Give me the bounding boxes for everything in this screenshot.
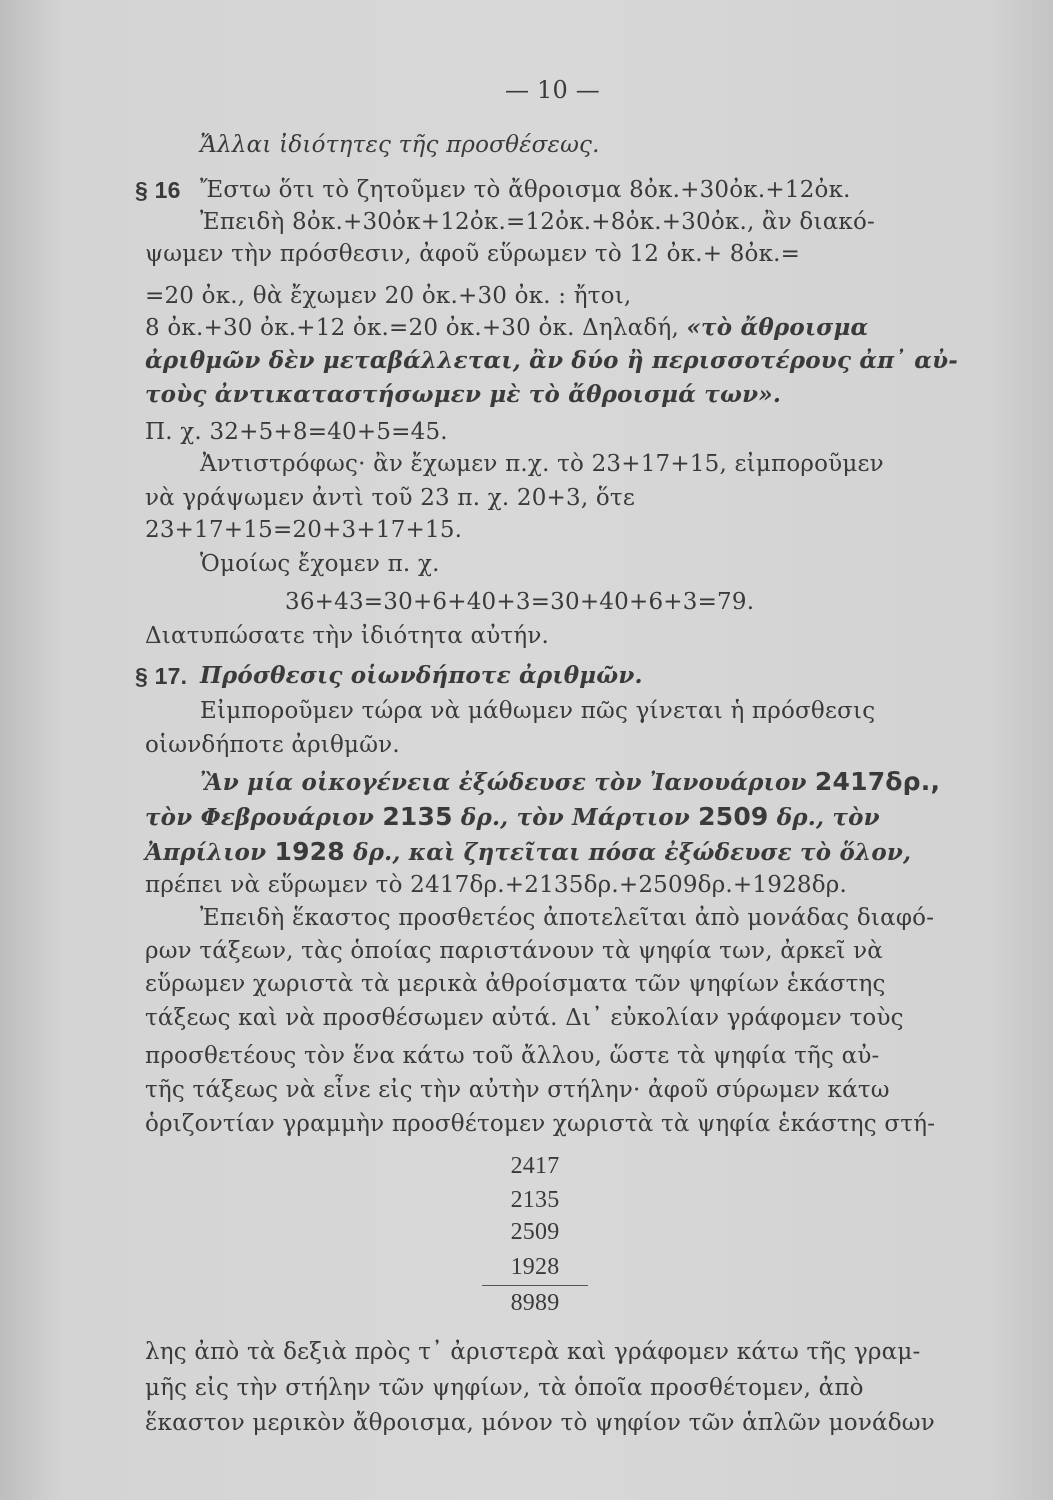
s17-line-p4: πρέπει νὰ εὕρωμεν τὸ 2417δρ.+2135δρ.+2509δρ.+1928δρ. xyxy=(145,872,848,898)
addend-1: 2417 xyxy=(510,1153,560,1179)
s16-line-10: νὰ γράψωμεν ἀντὶ τοῦ 23 π. χ. 20+3, ὅτε xyxy=(145,485,635,511)
s17-line-p9: προσθετέους τὸν ἕνα κάτω τοῦ ἄλλου, ὥστε τὰ ψηφία τῆς αὐ- xyxy=(145,1043,880,1069)
s17-line-q2: μῆς εἰς τὴν στήλην τῶν ψηφίων, τὰ ὁποῖα προσθέτομεν, ἀπὸ xyxy=(145,1375,864,1401)
s16-rule-line-3: τοὺς ἀντικαταστήσωμεν μὲ τὸ ἄθροισμά των». xyxy=(145,381,782,408)
section-16-label: § 16 xyxy=(135,177,181,203)
s17-line-p8: τάξεως καὶ νὰ προσθέσωμεν αὐτά. Δι᾿ εὐκολίαν γράφομεν τοὺς xyxy=(145,1005,904,1031)
s17-line-p11: ὁριζοντίαν γραμμὴν προσθέτομεν χωριστὰ τὰ ψηφία ἑκάστης στή- xyxy=(145,1111,936,1137)
s17-line-p7: εὕρωμεν χωριστὰ τὰ μερικὰ ἀθροίσματα τῶν ψηφίων ἑκάστης xyxy=(145,971,886,997)
addend-4: 1928 xyxy=(510,1254,560,1280)
s16-exercise: Διατυπώσατε τὴν ἰδιότητα αὐτήν. xyxy=(145,623,550,649)
section-heading: Ἄλλαι ἰδιότητες τῆς προσθέσεως. xyxy=(200,132,600,158)
section-17-title: Πρόσθεσις οἱωνδήποτε ἀριθμῶν. xyxy=(200,662,643,689)
amount-january: 2417δρ., xyxy=(814,767,941,796)
amount-march: 2509 xyxy=(698,802,769,831)
s17-problem-line-3 xyxy=(145,838,911,867)
addend-2: 2135 xyxy=(510,1187,560,1213)
s16-example-1: Π. χ. 32+5+8=40+5=45. xyxy=(145,419,448,445)
sum-total: 8989 xyxy=(510,1290,560,1316)
s16-line-5-text: 8 ὀκ.+30 ὀκ.+12 ὀκ.=20 ὀκ.+30 ὀκ. Δηλαδή, xyxy=(145,315,679,341)
s16-line-11: 23+17+15=20+3+17+15. xyxy=(145,517,463,543)
s17-problem-line-2 xyxy=(145,803,880,832)
s17-line-2: οἱωνδήποτε ἀριθμῶν. xyxy=(145,732,400,758)
s17-problem-text-4: δρ., τὸν xyxy=(776,804,880,831)
s17-problem-text-5: Ἀπρίλιον xyxy=(145,839,267,866)
s17-line-q1: λης ἀπὸ τὰ δεξιὰ πρὸς τ᾿ ἀριστερὰ καὶ γράφομεν κάτω τῆς γραμ- xyxy=(145,1339,921,1365)
sum-line xyxy=(482,1285,588,1286)
s16-rule-line-2: ἀριθμῶν δὲν μεταβάλλεται, ἂν δύο ἢ περισσοτέρους ἀπ᾿ αὐ- xyxy=(145,347,959,374)
s17-line-p6: ρων τάξεων, τὰς ὁποίας παριστάνουν τὰ ψηφία των, ἀρκεῖ νὰ xyxy=(145,938,884,964)
s17-line-p5: Ἐπειδὴ ἕκαστος προσθετέος ἀποτελεῖται ἀπὸ μονάδας διαφό- xyxy=(200,905,935,931)
rule-statement-start: «τὸ ἄθροισμα xyxy=(686,314,869,341)
s17-problem-text-2: τὸν Φεβρουάριον xyxy=(145,804,375,831)
s17-problem-text-1: Ἂν μία οἰκογένεια ἐξώδευσε τὸν Ἰανουάριον xyxy=(200,769,807,796)
s17-line-q3: ἕκαστον μερικὸν ἄθροισμα, μόνον τὸ ψηφίον τῶν ἁπλῶν μονάδων xyxy=(145,1410,935,1436)
s17-problem-text-6: δρ., καὶ ζητεῖται πόσα ἐξώδευσε τὸ ὅλον, xyxy=(353,839,912,866)
s17-problem-line-1 xyxy=(200,768,940,797)
s17-problem-text-3: δρ., τὸν Μάρτιον xyxy=(460,804,690,831)
page-number: — 10 — xyxy=(505,76,600,104)
addend-3: 2509 xyxy=(510,1219,560,1245)
s16-line-12: Ὁμοίως ἔχομεν π. χ. xyxy=(200,551,440,577)
s17-line-1: Εἰμποροῦμεν τώρα νὰ μάθωμεν πῶς γίνεται ἡ πρόσθεσις xyxy=(200,698,876,724)
s16-line-9: Ἀντιστρόφως· ἂν ἔχωμεν π.χ. τὸ 23+17+15, εἰμποροῦμεν xyxy=(200,451,884,477)
s16-line-3: ψωμεν τὴν πρόσθεσιν, ἀφοῦ εὕρωμεν τὸ 12 ὀκ.+ 8ὀκ.= xyxy=(145,241,801,267)
amount-february: 2135 xyxy=(382,802,453,831)
s16-line-1: Ἔστω ὅτι τὸ ζητοῦμεν τὸ ἄθροισμα 8ὀκ.+30ὀκ.+12ὀκ. xyxy=(200,177,851,203)
s16-line-5 xyxy=(145,314,868,342)
s16-line-4: =20 ὀκ., θὰ ἔχωμεν 20 ὀκ.+30 ὀκ. : ἤτοι, xyxy=(145,283,632,309)
s16-example-2: 36+43=30+6+40+3=30+40+6+3=79. xyxy=(285,589,755,615)
amount-april: 1928 xyxy=(274,837,345,866)
s17-line-p10: τῆς τάξεως νὰ εἶνε εἰς τὴν αὐτὴν στήλην· ἀφοῦ σύρωμεν κάτω xyxy=(145,1077,890,1103)
s16-line-2: Ἐπειδὴ 8ὀκ.+30ὀκ+12ὀκ.=12ὀκ.+8ὀκ.+30ὀκ., ἂν διακό- xyxy=(200,209,876,235)
section-17-label: § 17. xyxy=(135,663,188,689)
